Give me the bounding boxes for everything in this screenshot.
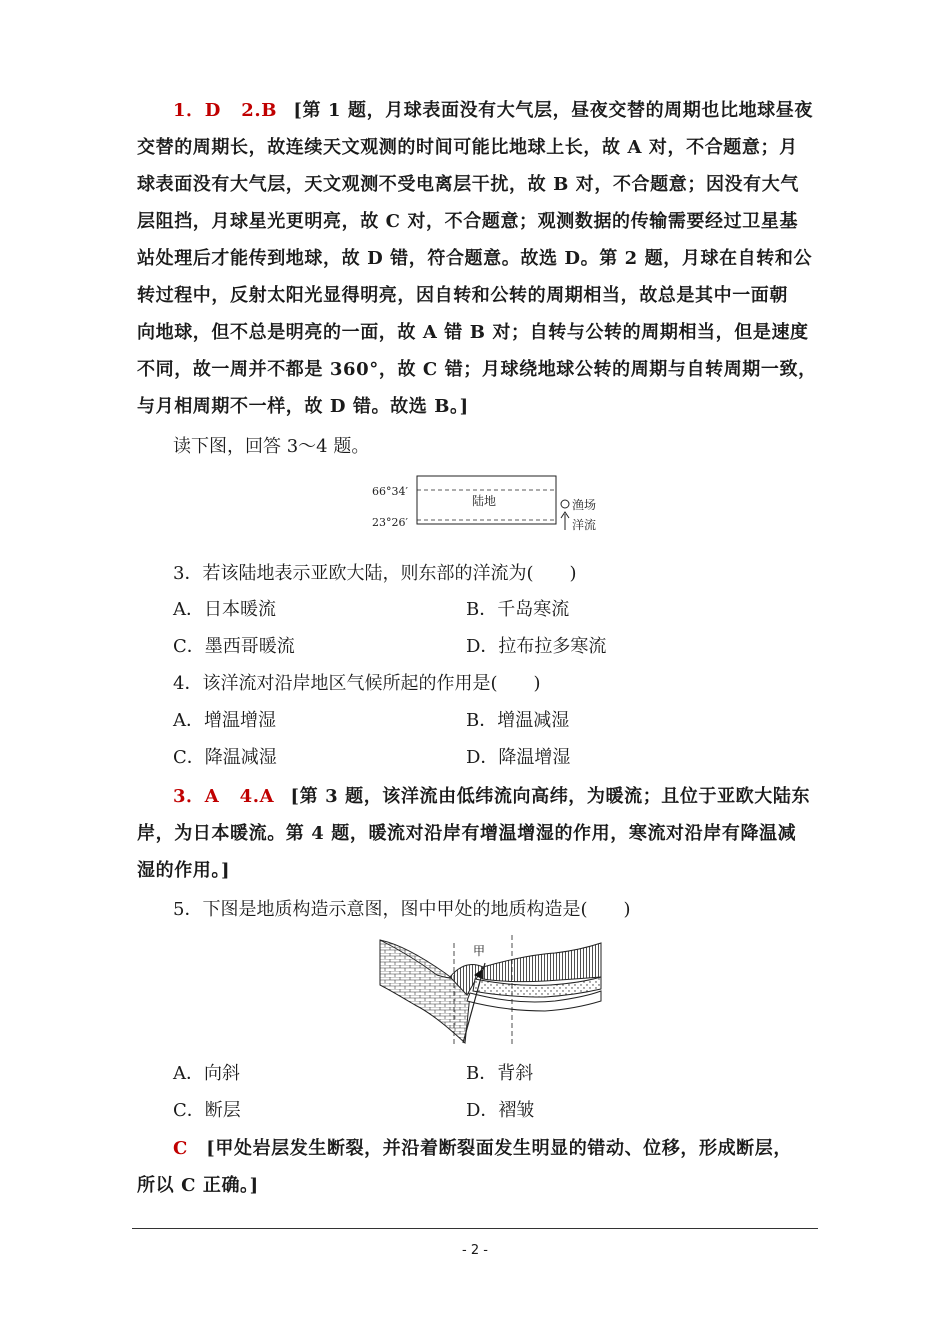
option-d: D．降温增湿 xyxy=(466,747,571,768)
answer-4: 4.A xyxy=(239,786,275,807)
answer-2: 2.B xyxy=(241,100,278,121)
question-4-options-row2 xyxy=(173,739,813,776)
latitude-top-label: 66°34′ xyxy=(372,485,408,498)
solution-line: 与月相周期不一样，故 D 错。故选 B。] xyxy=(137,396,469,417)
solution-text: [第 1 题，月球表面没有大气层，昼夜交替的周期也比地球昼夜 xyxy=(293,100,813,121)
solution-line: 向地球，但不总是明亮的一面，故 A 错 B 对；自转与公转的周期相当，但是速度 xyxy=(137,322,809,343)
question-3-options-row2 xyxy=(173,628,813,665)
intro-3-4: 读下图，回答 3～4 题。 xyxy=(173,436,370,457)
solution-text: [甲处岩层发生断裂，并沿着断裂面发生明显的错动、位移，形成断层， xyxy=(206,1138,792,1159)
solution-line: 不同，故一周并不都是 360°，故 C 错；月球绕地球公转的周期与自转周期一致， xyxy=(137,359,817,380)
option-d: D．拉布拉多寒流 xyxy=(466,636,607,657)
solution-1-2 xyxy=(137,92,817,425)
answer-5: C xyxy=(173,1138,188,1159)
solution-line xyxy=(137,778,817,815)
question-5-options-row1 xyxy=(173,1055,813,1092)
fishery-icon xyxy=(561,500,569,508)
option-c: C．降温减湿 xyxy=(173,747,277,768)
option-b: B．增温减湿 xyxy=(466,710,570,731)
solution-text: [第 3 题，该洋流由低纬流向高纬，为暖流；且位于亚欧大陆东 xyxy=(290,786,811,807)
question-3-options-row1 xyxy=(173,591,813,628)
answer-1: 1．D xyxy=(173,100,221,121)
option-c: C．断层 xyxy=(173,1100,241,1121)
solution-line xyxy=(137,92,817,129)
question-4-stem: 4．该洋流对沿岸地区气候所起的作用是( ) xyxy=(173,673,541,694)
page-number: - 2 - xyxy=(462,1243,488,1258)
footer-divider xyxy=(132,1228,818,1229)
option-a: A．日本暖流 xyxy=(173,599,276,620)
solution-line: 球表面没有大气层，天文观测不受电离层干扰，故 B 对，不合题意；因没有大气 xyxy=(137,174,799,195)
solution-line: 转过程中，反射太阳光显得明亮，因自转和公转的周期相当，故总是其中一面朝 xyxy=(137,285,788,306)
solution-3-4 xyxy=(137,778,817,889)
solution-line: 层阻挡，月球星光更明亮，故 C 对，不合题意；观测数据的传输需要经过卫星基 xyxy=(137,211,799,232)
land-label: 陆地 xyxy=(472,494,497,508)
option-b: B．千岛寒流 xyxy=(466,599,570,620)
geologic-structure-figure xyxy=(375,935,610,1047)
solution-5 xyxy=(137,1130,817,1204)
latitude-bottom-label: 23°26′ xyxy=(372,516,408,529)
jia-label: 甲 xyxy=(473,944,486,958)
option-a: A．向斜 xyxy=(173,1063,240,1084)
question-3-stem: 3．若该陆地表示亚欧大陆，则东部的洋流为( ) xyxy=(173,563,577,584)
solution-line: 岸，为日本暖流。第 4 题，暖流对沿岸有增温增湿的作用，寒流对沿岸有降温减 xyxy=(137,823,797,844)
question-5-options-row2 xyxy=(173,1092,813,1129)
solution-line: 交替的周期长，故连续天文观测的时间可能比地球上长，故 A 对，不合题意；月 xyxy=(137,137,798,158)
option-c: C．墨西哥暖流 xyxy=(173,636,295,657)
option-a: A．增温增湿 xyxy=(173,710,276,731)
option-d: D．褶皱 xyxy=(466,1100,535,1121)
ocean-current-figure xyxy=(370,474,630,538)
solution-line: 站处理后才能传到地球，故 D 错，符合题意。故选 D。第 2 题，月球在自转和公 xyxy=(137,248,813,269)
solution-line: 所以 C 正确。] xyxy=(137,1175,259,1196)
solution-line xyxy=(137,1130,817,1167)
solution-line: 湿的作用。] xyxy=(137,860,231,881)
answer-3: 3．A xyxy=(173,786,220,807)
question-4-options-row1 xyxy=(173,702,813,739)
current-label: 洋流 xyxy=(572,518,597,532)
fishery-label: 渔场 xyxy=(572,498,597,512)
question-5-stem: 5．下图是地质构造示意图，图中甲处的地质构造是( ) xyxy=(173,899,631,920)
option-b: B．背斜 xyxy=(466,1063,534,1084)
